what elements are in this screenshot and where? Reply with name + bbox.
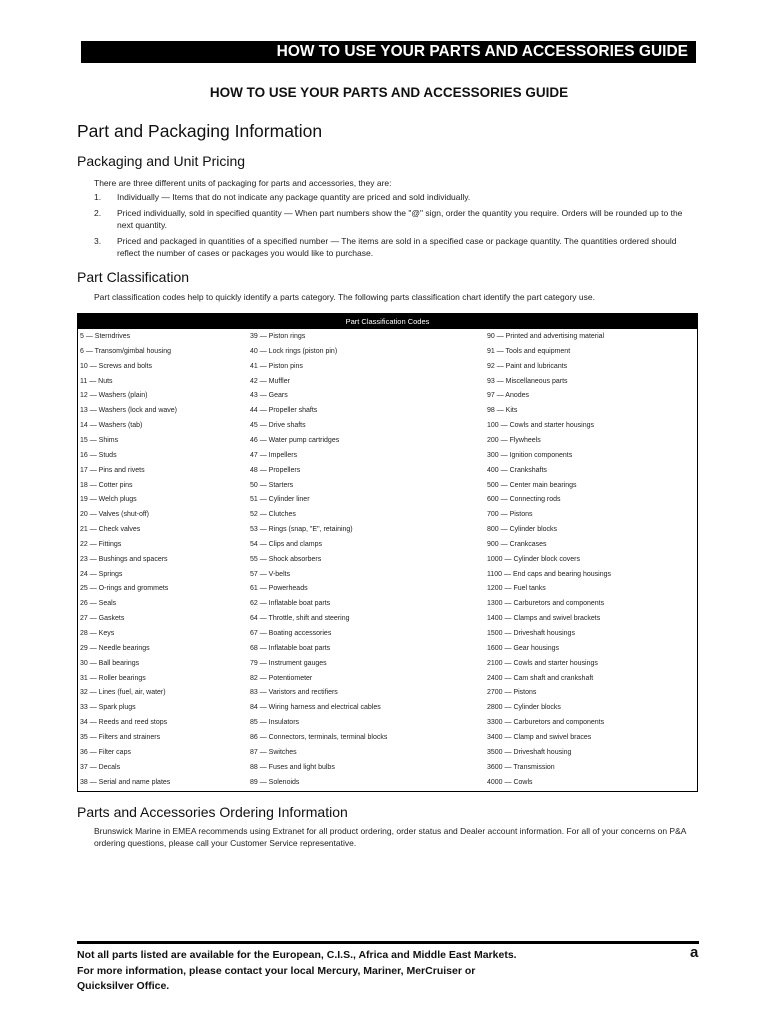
page-title: HOW TO USE YOUR PARTS AND ACCESSORIES GUIDE	[209, 85, 569, 100]
packaging-heading: Packaging and Unit Pricing	[77, 153, 246, 169]
header-banner	[81, 41, 696, 63]
table-cell: 48 — Propellers	[250, 466, 301, 474]
table-cell: 84 — Wiring harness and electrical cables	[250, 704, 381, 712]
table-cell: 2700 — Pistons	[487, 689, 537, 697]
table-cell: 53 — Rings (snap, "E", retaining)	[250, 526, 353, 534]
table-cell: 31 — Roller bearings	[80, 674, 146, 682]
table-cell: 600 — Connecting rods	[487, 496, 561, 504]
table-cell: 37 — Decals	[80, 763, 121, 771]
table-cell: 6 — Transom/gimbal housing	[80, 347, 172, 355]
table-cell: 51 — Cylinder liner	[250, 496, 310, 504]
table-cell: 15 — Shims	[80, 436, 119, 444]
table-cell: 11 — Nuts	[80, 377, 113, 385]
table-cell: 92 — Paint and lubricants	[487, 362, 568, 370]
table-cell: 700 — Pistons	[487, 511, 533, 519]
list-number: 2.	[94, 208, 102, 218]
table-cell: 13 — Washers (lock and wave)	[80, 407, 177, 415]
table-cell: 89 — Solenoids	[250, 778, 300, 786]
table-cell: 68 — Inflatable boat parts	[250, 644, 331, 652]
list-text: Priced individually, sold in specified quantity — When part numbers show the "@" sign, order the quantity you require. Orders will be rounded up to the next quantity.	[117, 208, 683, 230]
table-cell: 900 — Crankcases	[487, 540, 547, 548]
table-cell: 4000 — Cowls	[487, 778, 533, 786]
table-cell: 300 — Ignition components	[487, 451, 573, 459]
footer-divider	[77, 941, 699, 944]
table-cell: 91 — Tools and equipment	[487, 347, 571, 355]
table-cell: 87 — Switches	[250, 748, 297, 756]
table-cell: 41 — Piston pins	[250, 362, 303, 370]
page-mark: a	[690, 944, 699, 961]
table-cell: 29 — Needle bearings	[80, 644, 150, 652]
list-text: Priced and packaged in quantities of a specified number — The items are sold in a specified case or package quantity. The quantities ordered should reflect the number of cases or packages you would like to purchase.	[117, 236, 677, 258]
table-cell: 500 — Center main bearings	[487, 481, 577, 489]
table-cell: 19 — Welch plugs	[80, 496, 137, 504]
table-cell: 86 — Connectors, terminals, terminal blocks	[250, 733, 388, 741]
table-cell: 79 — Instrument gauges	[250, 659, 327, 667]
table-cell: 100 — Cowls and starter housings	[487, 422, 594, 430]
table-cell: 1500 — Driveshaft housings	[487, 630, 575, 637]
table-cell: 28 — Keys	[80, 630, 115, 637]
packaging-intro: There are three different units of packaging for parts and accessories, they are:	[94, 178, 392, 188]
table-cell: 400 — Crankshafts	[487, 466, 547, 474]
list-number: 1.	[94, 192, 102, 202]
table-cell: 36 — Filter caps	[80, 748, 131, 756]
table-cell: 2800 — Cylinder blocks	[487, 704, 561, 712]
table-cell: 45 — Drive shafts	[250, 422, 306, 430]
table-cell: 16 — Studs	[80, 451, 117, 459]
table-cell: 67 — Boating accessories	[250, 630, 332, 637]
table-cell: 32 — Lines (fuel, air, water)	[80, 689, 166, 697]
table-cell: 38 — Serial and name plates	[80, 778, 171, 786]
table-cell: 200 — Flywheels	[487, 436, 541, 444]
table-cell: 97 — Anodes	[487, 392, 530, 400]
table-cell: 50 — Starters	[250, 481, 294, 489]
table-header: Part Classification Codes	[78, 314, 697, 329]
footer-line: For more information, please contact your local Mercury, Mariner, MerCruiser or	[77, 964, 476, 977]
table-cell: 42 — Muffler	[250, 377, 290, 385]
table-cell: 26 — Seals	[80, 600, 117, 608]
table-cell: 3400 — Clamp and swivel braces	[487, 733, 592, 741]
table-cell: 12 — Washers (plain)	[80, 392, 148, 400]
classification-heading: Part Classification	[77, 269, 190, 285]
table-cell: 1300 — Carburetors and components	[487, 600, 605, 608]
footer-line: Not all parts listed are available for the European, C.I.S., Africa and Middle East Markets.	[77, 949, 517, 961]
table-cell: 98 — Kits	[487, 407, 518, 415]
list-text: Individually — Items that do not indicate any package quantity are priced and sold individually.	[117, 192, 471, 202]
table-cell: 1400 — Clamps and swivel brackets	[487, 615, 601, 623]
table-cell: 23 — Bushings and spacers	[80, 555, 168, 563]
table-cell: 90 — Printed and advertising material	[487, 333, 605, 340]
table-cell: 30 — Ball bearings	[80, 659, 140, 667]
table-cell: 3600 — Transmission	[487, 763, 555, 771]
table-cell: 1100 — End caps and bearing housings	[487, 570, 612, 578]
table-cell: 39 — Piston rings	[250, 333, 306, 340]
table-cell: 10 — Screws and bolts	[80, 362, 152, 370]
table-cell: 33 — Spark plugs	[80, 704, 136, 712]
ordering-text: Brunswick Marine in EMEA recommends using Extranet for all product ordering, order status and Dealer account information. For all of your concerns on P&A ordering questions, please call your Customer Service representative.	[94, 826, 686, 848]
table-cell: 85 — Insulators	[250, 719, 300, 727]
table-cell: 88 — Fuses and light bulbs	[250, 763, 335, 771]
table-cell: 5 — Sterndrives	[80, 333, 131, 340]
table-cell: 34 — Reeds and reed stops	[80, 719, 168, 727]
footer-note	[77, 948, 517, 995]
table-cell: 21 — Check valves	[80, 526, 141, 534]
banner-title: HOW TO USE YOUR PARTS AND ACCESSORIES GUIDE	[276, 43, 688, 60]
table-cell: 64 — Throttle, shift and steering	[250, 615, 350, 623]
table-cell: 2400 — Cam shaft and crankshaft	[487, 674, 594, 682]
table-cell: 20 — Valves (shut-off)	[80, 511, 149, 519]
table-cell: 2100 — Cowls and starter housings	[487, 659, 598, 667]
table-cell: 1200 — Fuel tanks	[487, 585, 546, 593]
table-cell: 83 — Varistors and rectifiers	[250, 689, 338, 697]
table-cell: 27 — Gaskets	[80, 615, 125, 623]
table-cell: 82 — Potentiometer	[250, 674, 313, 682]
table-cell: 40 — Lock rings (piston pin)	[250, 347, 338, 355]
table-cell: 61 — Powerheads	[250, 585, 308, 593]
footer-line: Quicksilver Office.	[77, 980, 170, 992]
table-cell: 14 — Washers (tab)	[80, 422, 143, 430]
table-cell: 46 — Water pump cartridges	[250, 436, 340, 444]
table-cell: 3300 — Carburetors and components	[487, 719, 605, 727]
table-cell: 1600 — Gear housings	[487, 644, 559, 652]
ordering-heading: Parts and Accessories Ordering Information	[77, 804, 348, 820]
table-cell: 35 — Filters and strainers	[80, 733, 161, 741]
classification-table	[77, 313, 698, 792]
section-title: Part and Packaging Information	[77, 121, 323, 141]
table-cell: 93 — Miscellaneous parts	[487, 377, 568, 385]
table-cell: 18 — Cotter pins	[80, 481, 133, 489]
table-cell: 55 — Shock absorbers	[250, 555, 322, 563]
table-cell: 17 — Pins and rivets	[80, 466, 145, 474]
table-cell: 3500 — Driveshaft housing	[487, 748, 572, 756]
table-cell: 47 — Impellers	[250, 451, 298, 459]
table-cell: 25 — O-rings and grommets	[80, 585, 169, 593]
table-cell: 52 — Clutches	[250, 511, 296, 519]
table-cell: 43 — Gears	[250, 392, 288, 400]
table-cell: 22 — Fittings	[80, 540, 122, 548]
list-number: 3.	[94, 236, 102, 246]
table-cell: 800 — Cylinder blocks	[487, 526, 558, 534]
table-cell: 57 — V-belts	[250, 570, 291, 578]
table-cell: 24 — Springs	[80, 570, 123, 578]
table-cell: 54 — Clips and clamps	[250, 540, 322, 548]
table-cell: 1000 — Cylinder block covers	[487, 555, 580, 563]
table-cell: 62 — Inflatable boat parts	[250, 600, 331, 608]
classification-intro: Part classification codes help to quickly identify a parts category. The following parts classification chart identify the part category use.	[94, 292, 595, 302]
table-cell: 44 — Propeller shafts	[250, 407, 318, 415]
